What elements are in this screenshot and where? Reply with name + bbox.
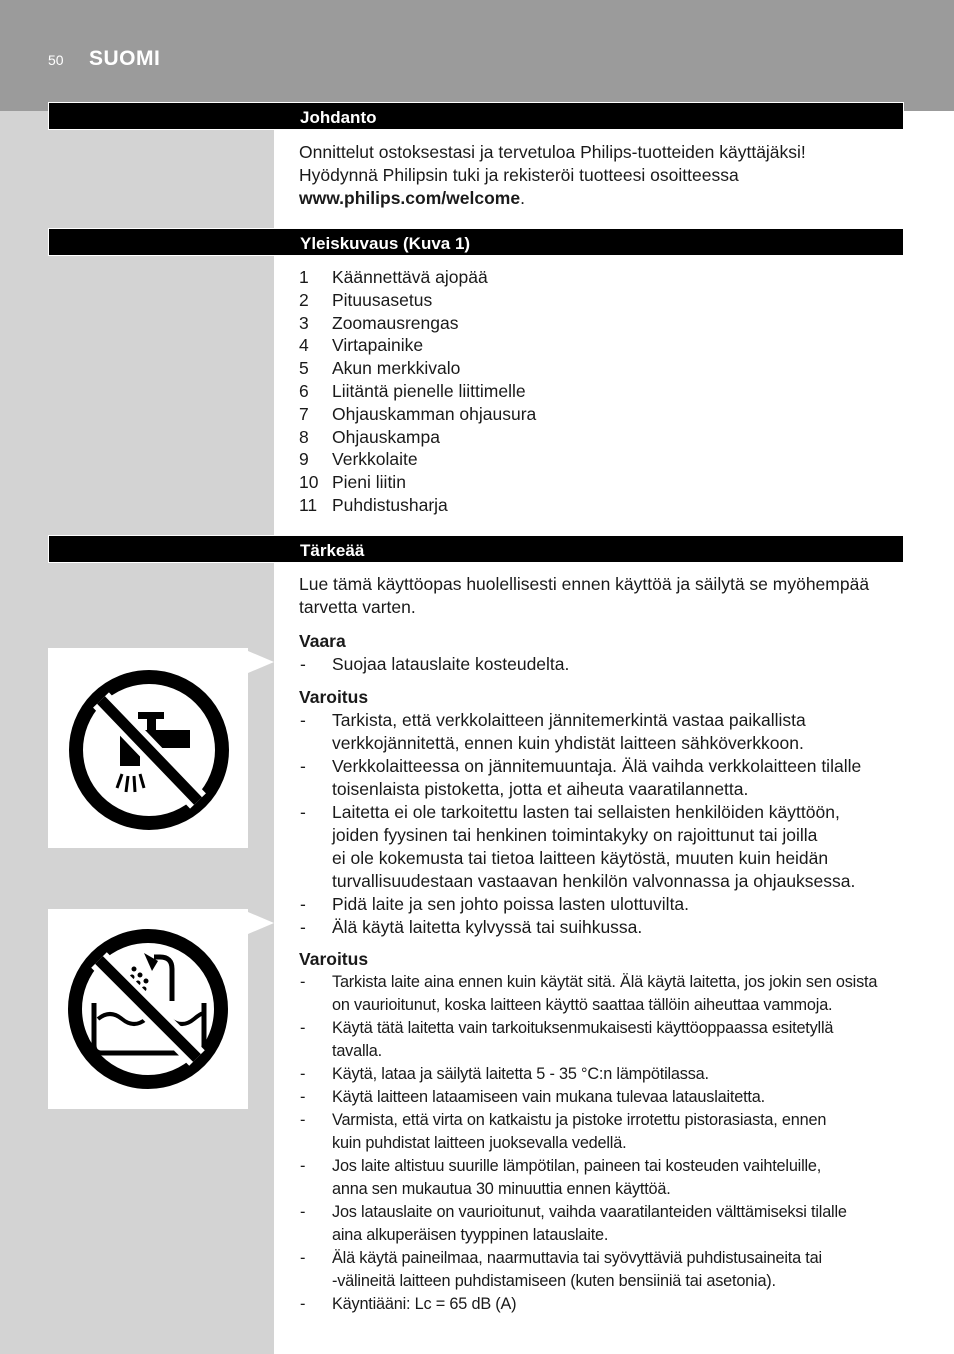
list-item bbox=[299, 1201, 909, 1247]
warning-heading-1: Varoitus bbox=[299, 687, 369, 707]
list-item-text-line: Käytä, lataa ja säilytä laitetta 5 - 35 °C:n lämpötilassa. bbox=[332, 1065, 709, 1083]
list-item-text-line: Verkkolaitteessa on jännitemuuntaja. Älä vaihda verkkolaitteen tilalle bbox=[332, 756, 862, 776]
intro-text bbox=[299, 141, 909, 210]
section-title-intro: Johdanto bbox=[300, 108, 377, 127]
list-item bbox=[299, 357, 909, 380]
danger-block bbox=[299, 630, 909, 676]
bullet-dash: - bbox=[300, 1088, 306, 1106]
list-item bbox=[299, 1109, 909, 1155]
list-item-label: Verkkolaite bbox=[332, 449, 418, 470]
list-item-label: Ohjauskamman ohjausura bbox=[332, 403, 537, 424]
list-item-text-line: joiden fyysinen tai henkinen toimintakyky on rajoittunut tai joilla bbox=[332, 825, 818, 845]
list-item-text-line: -välineitä laitteen puhdistamiseen (kuten bensiiniä tai asetonia). bbox=[332, 1272, 776, 1290]
list-item-label: Liitäntä pienelle liittimelle bbox=[332, 380, 526, 401]
bullet-dash: - bbox=[300, 1019, 306, 1037]
list-item-text-line: Laitetta ei ole tarkoitettu lasten tai sellaisten henkilöiden käyttöön, bbox=[332, 802, 840, 822]
list-item bbox=[299, 448, 909, 471]
bullet-dash: - bbox=[300, 894, 306, 914]
section-title-important: Tärkeää bbox=[300, 541, 365, 560]
list-item-label: Zoomausrengas bbox=[332, 312, 459, 333]
bullet-dash: - bbox=[300, 710, 306, 730]
list-item bbox=[299, 1063, 909, 1086]
bullet-dash: - bbox=[300, 917, 306, 937]
list-item-number: 11 bbox=[299, 494, 318, 515]
bullet-dash: - bbox=[300, 1065, 306, 1083]
list-item-text-line: Tarkista laite aina ennen kuin käytät sitä. Älä käytä laitetta, jos jokin sen osista bbox=[332, 973, 878, 991]
list-item bbox=[299, 893, 909, 916]
no-bath-shower-icon bbox=[48, 909, 248, 1109]
bullet-dash: - bbox=[300, 973, 306, 991]
list-item bbox=[299, 1247, 909, 1293]
danger-list bbox=[299, 653, 909, 676]
warning-heading-2: Varoitus bbox=[299, 949, 369, 969]
important-text bbox=[299, 573, 909, 619]
list-item bbox=[299, 471, 909, 494]
list-item-text-line: aina alkuperäisen tyyppinen latauslaite. bbox=[332, 1226, 609, 1244]
list-item-text-line: ei ole kokemusta tai tietoa laitteen käytöstä, muuten kuin heidän bbox=[332, 848, 829, 868]
list-item-text-line: turvallisuudestaan vastaavan henkilön valvonnassa ja ohjauksessa. bbox=[332, 871, 856, 891]
intro-line-1: Onnittelut ostoksestasi ja tervetuloa Philips-tuotteiden käyttäjäksi! bbox=[299, 142, 806, 162]
bullet-dash: - bbox=[300, 654, 306, 674]
list-item bbox=[299, 266, 909, 289]
list-item bbox=[299, 709, 909, 755]
list-item-text-line: Älä käytä paineilmaa, naarmuttavia tai syövyttäviä puhdistusaineita tai bbox=[332, 1249, 822, 1267]
section-bar-intro bbox=[48, 102, 904, 130]
section-bar-important bbox=[48, 535, 904, 563]
list-item bbox=[299, 426, 909, 449]
section-bar-overview bbox=[48, 228, 904, 256]
welcome-url[interactable]: www.philips.com/welcome bbox=[299, 188, 521, 208]
list-item bbox=[299, 334, 909, 357]
list-item-text-line: Jos laite altistuu suurille lämpötilan, paineen tai kosteuden vaihteluille, bbox=[332, 1157, 822, 1175]
list-item bbox=[299, 653, 909, 676]
bullet-dash: - bbox=[300, 1157, 306, 1175]
list-item-text-line: on vaurioitunut, koska laitteen käyttö saattaa tällöin aiheuttaa vammoja. bbox=[332, 996, 833, 1014]
list-item bbox=[299, 380, 909, 403]
warning-list-2 bbox=[299, 971, 909, 1316]
list-item-number: 5 bbox=[299, 358, 309, 379]
important-intro-line-1: Lue tämä käyttöopas huolellisesti ennen käyttöä ja säilytä se myöhempää bbox=[299, 574, 870, 594]
list-item-text-line: toisenlaista pistoketta, jotta et aiheuta vaaratilannetta. bbox=[332, 779, 749, 799]
list-item-text-line: Suojaa latauslaite kosteudelta. bbox=[332, 654, 570, 674]
bullet-dash: - bbox=[300, 1295, 306, 1313]
bullet-dash: - bbox=[300, 802, 306, 822]
list-item-text-line: Älä käytä laitetta kylvyssä tai suihkussa. bbox=[332, 917, 643, 937]
list-item bbox=[299, 1155, 909, 1201]
list-item bbox=[299, 755, 909, 801]
url-suffix: . bbox=[520, 188, 525, 208]
list-item-label: Pituusasetus bbox=[332, 289, 433, 310]
important-intro-line-2: tarvetta varten. bbox=[299, 597, 416, 617]
list-item bbox=[299, 916, 909, 939]
overview-list bbox=[299, 266, 909, 517]
list-item bbox=[299, 1017, 909, 1063]
list-item-number: 7 bbox=[299, 403, 309, 424]
list-item-text-line: Käytä laitteen lataamiseen vain mukana tulevaa latauslaitetta. bbox=[332, 1088, 765, 1106]
list-item-text-line: Pidä laite ja sen johto poissa lasten ulottuvilta. bbox=[332, 894, 690, 914]
list-item-text-line: kuin puhdistat laitteen juoksevalla vedellä. bbox=[332, 1134, 627, 1152]
list-item-text-line: Käyntiääni: Lc = 65 dB (A) bbox=[332, 1295, 517, 1313]
list-item bbox=[299, 403, 909, 426]
icon-pointer-2 bbox=[248, 912, 274, 934]
list-item-label: Pieni liitin bbox=[332, 472, 406, 493]
section-title-overview: Yleiskuvaus (Kuva 1) bbox=[300, 234, 471, 253]
list-item-text-line: Jos latauslaite on vaurioitunut, vaihda vaaratilanteiden välttämiseksi tilalle bbox=[332, 1203, 847, 1221]
list-item-label: Käännettävä ajopää bbox=[332, 267, 488, 287]
list-item-number: 3 bbox=[299, 312, 309, 333]
page-number: 50 bbox=[48, 52, 64, 68]
list-item bbox=[299, 312, 909, 335]
list-item-number: 4 bbox=[299, 335, 309, 356]
bullet-dash: - bbox=[300, 1111, 306, 1129]
warning-list-1 bbox=[299, 709, 909, 939]
intro-line-2: Hyödynnä Philipsin tuki ja rekisteröi tuotteesi osoitteessa bbox=[299, 165, 739, 185]
list-item-text-line: Käytä tätä laitetta vain tarkoituksenmukaisesti käyttöoppaassa esitetyllä bbox=[332, 1019, 834, 1037]
list-item bbox=[299, 289, 909, 312]
list-item bbox=[299, 801, 909, 893]
list-item-number: 2 bbox=[299, 289, 309, 310]
icon-pointer-1 bbox=[248, 651, 274, 673]
bullet-dash: - bbox=[300, 1249, 306, 1267]
list-item-text-line: verkkojännitettä, ennen kuin yhdistät laitteen sähköverkkoon. bbox=[332, 733, 804, 753]
list-item-label: Akun merkkivalo bbox=[332, 358, 461, 379]
list-item bbox=[299, 971, 909, 1017]
list-item-number: 1 bbox=[299, 267, 309, 287]
list-item-label: Virtapainike bbox=[332, 335, 424, 356]
list-item-text-line: Varmista, että virta on katkaistu ja pistoke irrotettu pistorasiasta, ennen bbox=[332, 1111, 827, 1129]
list-item-text-line: Tarkista, että verkkolaitteen jännitemerkintä vastaa paikallista bbox=[332, 710, 806, 730]
list-item-text-line: anna sen mukautua 30 minuuttia ennen käyttöä. bbox=[332, 1180, 671, 1198]
list-item bbox=[299, 1293, 909, 1316]
list-item-number: 10 bbox=[299, 472, 319, 493]
list-item-number: 8 bbox=[299, 426, 309, 447]
list-item bbox=[299, 494, 909, 517]
no-tap-water-icon bbox=[48, 648, 248, 848]
list-item-number: 6 bbox=[299, 380, 309, 401]
list-item-number: 9 bbox=[299, 449, 309, 470]
warning-block-2 bbox=[299, 948, 909, 1316]
danger-heading: Vaara bbox=[299, 631, 346, 651]
overview-list-wrap bbox=[299, 266, 909, 517]
bullet-dash: - bbox=[300, 1203, 306, 1221]
list-item-label: Ohjauskampa bbox=[332, 426, 440, 447]
intro-url-line bbox=[299, 187, 909, 210]
language-title: SUOMI bbox=[89, 47, 161, 70]
list-item-label: Puhdistusharja bbox=[332, 494, 448, 515]
list-item-text-line: tavalla. bbox=[332, 1042, 382, 1060]
list-item bbox=[299, 1086, 909, 1109]
bullet-dash: - bbox=[300, 756, 306, 776]
warning-block-1 bbox=[299, 686, 909, 939]
